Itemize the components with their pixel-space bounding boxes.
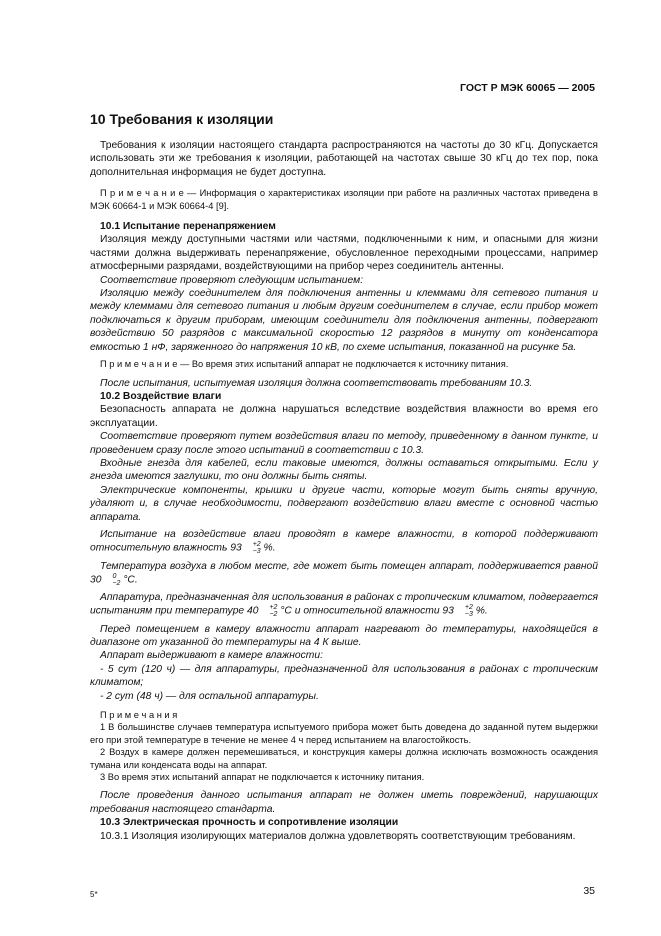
heading-10-2: 10.2 Воздействие влаги	[100, 390, 222, 402]
paragraph: После проведения данного испытания аппарат не должен иметь повреждений, нарушающих требования настоящего стандарта.	[90, 790, 598, 815]
notes-label: П р и м е ч а н и я	[100, 710, 178, 720]
list-item: - 2 сут (48 ч) — для остальной аппаратуры.	[100, 690, 319, 702]
paragraph-temperature: Температура воздуха в любом месте, где может быть помещен аппарат, поддерживается равной 30 0 −2 °С.	[90, 560, 598, 587]
note-item: 3 Во время этих испытаний аппарат не подключается к источнику питания.	[100, 772, 425, 783]
paragraph: Входные гнезда для кабелей, если таковые имеются, должны оставаться открытыми. Если у гнезда имеются заглушки, то они должны быть сняты.	[90, 457, 598, 483]
paragraph: Аппарат выдерживают в камере влажности:	[100, 650, 323, 662]
note-10-1: П р и м е ч а н и е — Во время этих испытаний аппарат не подключается к источнику питания.	[100, 359, 509, 370]
paragraph: Соответствие проверяют следующим испытанием:	[100, 274, 364, 286]
paragraph: Перед помещением в камеру влажности аппарат нагревают до температуры, находящейся в диапазоне от указанной до температуры на 4 К выше.	[90, 623, 598, 648]
standard-header: ГОСТ Р МЭК 60065 — 2005	[460, 82, 595, 94]
tolerance: +2 −2	[269, 604, 278, 619]
note-item: 2 Воздух в камере должен перемешиваться, и конструкция камеры должна исключать возможность осаждения тумана или конденсата воды на аппарат.	[90, 747, 598, 770]
note-label: П р и м е ч а н и е	[100, 359, 178, 370]
tolerance: +2 −3	[464, 604, 473, 619]
intro-paragraph: Требования к изоляции настоящего стандарта распространяются на частоты до 30 кГц. Допускается использовать эти же требования к изоляции, работающей на частотах свыше 30 кГц до тех пор, пока дополнительная информация не будет доступна.	[90, 140, 598, 178]
paragraph: После испытания, испытуемая изоляция должна соответствовать требованиям 10.3.	[100, 377, 533, 389]
paragraph-tropical: Аппаратура, предназначенная для использования в районах с тропическим климатом, подвергается испытаниям при температуре 40 +2 −2 °С и относительной влажности 93 +2 −3 %.	[90, 592, 598, 619]
list-item: - 5 сут (120 ч) — для аппаратуры, предназначенной для использования в районах с тропическим климатом;	[90, 663, 598, 689]
document-body	[90, 111, 598, 843]
note-item: 1 В большинстве случаев температура испытуемого прибора может быть доведена до заданной путем выдержки его при этой температуре в течение не менее 4 ч перед испытанием на влагостойкость.	[90, 722, 598, 745]
footer-mark: 5*	[90, 890, 98, 899]
note-label: П р и м е ч а н и е	[100, 188, 184, 199]
paragraph: Изоляция между доступными частями или частями, подключенными к ним, и опасными для жизни частями должна выдерживать перенапряжение, обусловленное переходными процессами, например атмосферными разрядами, воздействующими на прибор через соединитель антенны.	[90, 234, 598, 273]
paragraph-humidity: Испытание на воздействие влаги проводят в камере влажности, в которой поддерживают относительную влажность 93 +2 −3 %.	[90, 528, 598, 556]
paragraph: Безопасность аппарата не должна нарушаться вследствие воздействия влажности во время его эксплуатации.	[90, 404, 598, 429]
heading-10-1: 10.1 Испытание перенапряжением	[100, 221, 276, 233]
section-title: 10 Требования к изоляции	[90, 111, 274, 127]
paragraph: 10.3.1 Изоляция изолирующих материалов должна удовлетворять соответствующим требованиям.	[100, 830, 576, 842]
paragraph: Соответствие проверяют путем воздействия влаги по методу, приведенному в данном пункте, и проведением сразу после этого испытаний в соответствии с 10.3.	[90, 431, 598, 456]
tolerance: +2 −3	[252, 541, 261, 556]
note-1: П р и м е ч а н и е — Информация о характеристиках изоляции при работе на различных частотах приведена в МЭК 60664-1 и МЭК 60664-4 [9].	[90, 188, 598, 211]
tolerance: 0 −2	[112, 572, 121, 587]
heading-10-3: 10.3 Электрическая прочность и сопротивление изоляции	[100, 817, 399, 829]
page-number: 35	[583, 885, 595, 897]
paragraph: Электрические компоненты, крышки и другие части, которые могут быть сняты вручную, удаляют и, в случае необходимости, подвергают воздействию влаги вместе с основной частью аппарата.	[90, 484, 598, 523]
paragraph: Изоляцию между соединителем для подключения антенны и клеммами для сетевого питания и между клеммами для сетевого питания и любым другим соединителем в случае, если прибор может подключаться к другим приборам, имеющим соединители для подключения антенны, подвергают воздействию 50 разрядов с максимальной скоростью 12 разрядов в минуту от конденсатора емкостью 1 нФ, заряженного до напряжения 10 кВ, по схеме испытания, показанной на рисунке 5а.	[90, 288, 598, 353]
